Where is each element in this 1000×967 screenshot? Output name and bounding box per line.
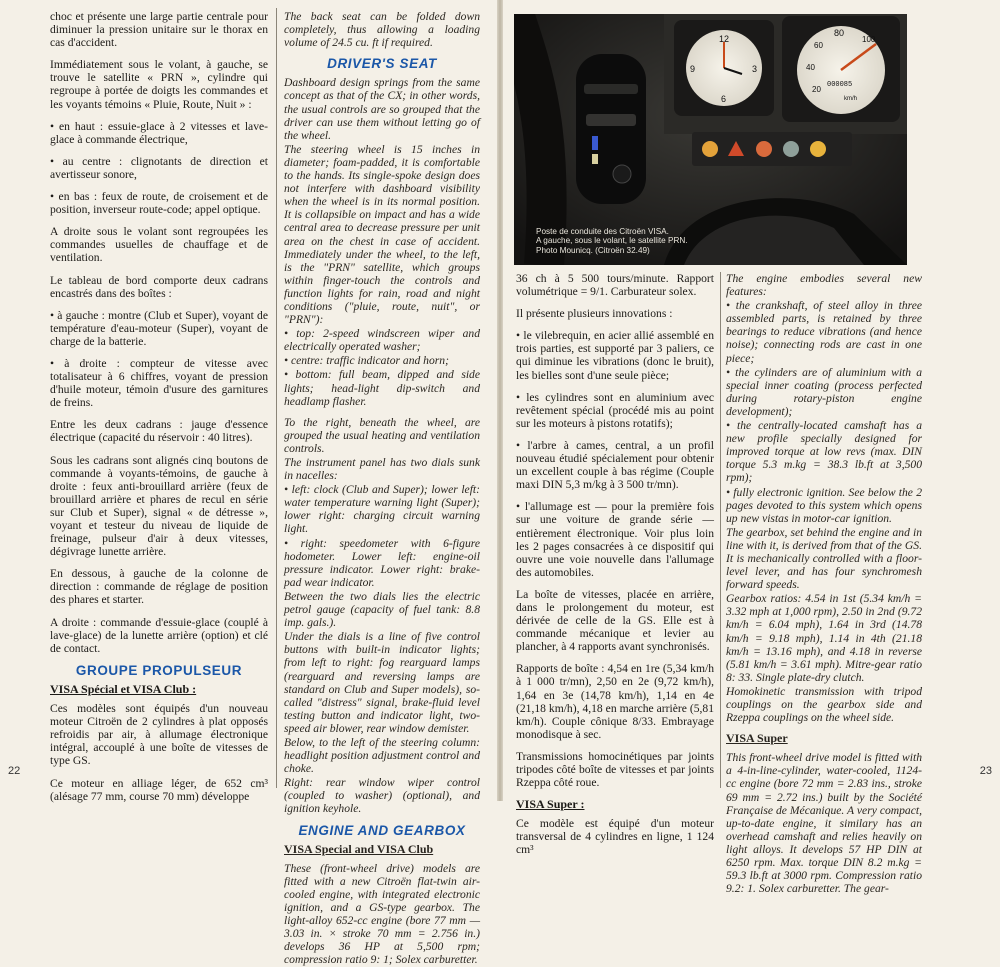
right-page (500, 0, 1000, 896)
paragraph: • right: speedometer with 6-figure hodometer. Lower left: engine-oil pressure indicator. Lower right: brake-pad wear indicator. (284, 536, 480, 589)
left-english-column (284, 10, 480, 967)
paragraph: • au centre : clignotants de direction et avertisseur sonore, (50, 154, 268, 181)
paragraph: A droite : commande d'essuie-glace (couplé à lave-glace) de la lunette arrière (option) et clé de contact. (50, 615, 268, 655)
paragraph: • à gauche : montre (Club et Super), voyant de température d'eau-moteur (Super), voyant de charge de la batterie. (50, 308, 268, 348)
clock-label-12: 12 (719, 34, 730, 44)
paragraph: Between the two dials lies the electric petrol gauge (capacity of fuel tank: 8.8 imp. gals.). (284, 589, 480, 630)
section-subheading: VISA Special and VISA Club (284, 841, 434, 856)
control-button-row (692, 132, 852, 166)
paragraph: En dessous, à gauche de la colonne de direction : commande de réglage de position des phares et starter. (50, 567, 268, 607)
paragraph: The steering wheel is 15 inches in diameter; foam-padded, it is comfortable to the hands. Its single-spoke design does not interfere with dashboard visibility when the wheel is in its normal position. It is collapsible on impact and has a wide central area to decrease pressure per unit area on the chest in case of accident. Immediately under the wheel, to the left, is the "PRN" satellite, which groups within finger-touch the controls and function lights for rain, road and night conditions ("pluie, route, nuit", or "PRN"): (284, 142, 480, 327)
odometer-readout: 000085 (827, 81, 853, 89)
paragraph: Il présente plusieurs innovations : (516, 307, 673, 321)
paragraph: The back seat can be folded down completely, thus allowing a loading volume of 24.5 cu. ft if required. (284, 10, 480, 50)
caption-line: Photo Mounicq. (Citroën 32.49) (536, 245, 650, 255)
speed-label-60: 60 (814, 41, 823, 50)
paragraph: These (front-wheel drive) models are fitted with a new Citroën flat-twin air-cooled engine, with integrated electronic ignition, and a GS-type gearbox. The light-alloy 652-cc engine (bore 77 mm — 3.03 in. × stroke 70 mm = 2.756 in.) develops 36 HP at 5,500 rpm; compression ratio 9: 1; Solex carburetter. (284, 861, 480, 967)
paragraph: • the cylinders are of aluminium with a special inner coating (process perfected during rotary-piston engine development); (726, 365, 922, 418)
paragraph: • en haut : essuie-glace à 2 vitesses et lave-glace à commande électrique, (50, 119, 268, 146)
column-divider (276, 8, 277, 788)
paragraph: • the centrally-located camshaft has a new profile specially designed for improved torque at low revs (max. DIN torque 5.3 m.kg = 38.3 lb.ft at 3,500 rpm); (726, 419, 922, 485)
paragraph: Transmissions homocinétiques par joints tripodes côté boîte de vitesses et par joints Rzeppa côté roue. (516, 749, 714, 790)
photo-caption (536, 227, 706, 255)
clock-label-9: 9 (690, 64, 696, 74)
speed-label-40: 40 (806, 63, 815, 72)
paragraph: La boîte de vitesses, placée en arrière, dans le prolongement du moteur, est dérivée de celle de la GS. Elle est à commande mécanique et levier au plancher, à 4 rapports avant synchronisés. (516, 587, 714, 654)
paragraph: Sous les cadrans sont alignés cinq boutons de commande à voyants-témoins, de gauche à droite : feux anti-brouillard arrière (feux de brouillard arrière et phares de recul en série sur Club et Super), signal « de détresse », voyant et testeur du niveau de liquide de freinage, pulseur d'air à deux vitesses, dégivrage lunette arrière. (50, 453, 268, 559)
paragraph: • l'allumage est — pour la première fois sur une voiture de grande série — entièrement électronique. Voir plus loin les 2 pages consacrées à ce dispositif qui ouvre une voie nouvelle dans l'allumage des automobiles. (516, 500, 714, 579)
paragraph: The gearbox, set behind the engine and in line with it, is derived from that of the GS. It is mechanically controlled with a floor-level lever, and has four synchromesh forward speeds. (726, 525, 922, 592)
paragraph: Entre les deux cadrans : jauge d'essence électrique (capacité du réservoir : 40 litres). (50, 418, 268, 445)
caption-line: A gauche, sous le volant, le satellite PRN. (536, 236, 688, 246)
speed-label-20: 20 (812, 85, 821, 94)
paragraph: • le vilebrequin, en acier allié assemblé en trois parties, est supporté par 3 paliers, ce qui diminue les vibrations (donc le bruit), les bielles sont d'une seule pièce; (516, 329, 714, 382)
paragraph: • the crankshaft, of steel alloy in three assembled parts, is retained by three bearings to reduce vibrations (and hence noise); connecting rods are cast in one piece; (726, 299, 922, 365)
paragraph: • top: 2-speed windscreen wiper and electrically operated washer; (284, 327, 480, 354)
paragraph: The engine embodies several new features: (726, 272, 922, 299)
paragraph: Right: rear window wiper control (coupled to washer) (optional), and ignition keyhole. (284, 776, 480, 816)
right-english-column (726, 272, 922, 896)
kmh-label: km/h (844, 96, 858, 102)
paragraph: • en bas : feux de route, de croisement et de position, inverseur route-code; appel optique. (50, 190, 268, 217)
paragraph: A droite sous le volant sont regroupées les commandes usuelles de chauffage et de ventilation. (50, 225, 268, 265)
paragraph: Rapports de boîte : 4,54 en 1re (5,34 km/h à 1 000 tr/mn), 2,50 en 2e (9,72 km/h), 1,64 en 3e (14,78 km/h), 1,14 en 4e (21,18 km/h), 4,18 en marche arrière (5,81 km/h). Couple cônique 8/33. Embrayage monodisque à sec. (516, 662, 714, 741)
paragraph: Ce moteur en alliage léger, de 652 cm³ (alésage 77 mm, course 70 mm) développe (50, 776, 268, 803)
paragraph: • l'arbre à cames, central, a un profil nouveau étudié spécialement pour obtenir un excellent couple à bas régime (Couple maxi DIN 5,3 m/kg à 3 500 tr/mn). (516, 438, 714, 492)
section-heading: DRIVER'S SEAT (327, 56, 437, 72)
paragraph: • bottom: full beam, dipped and side lights; head-light dip-switch and headlamp flasher. (284, 368, 480, 408)
section-heading: GROUPE PROPULSEUR (75, 662, 243, 678)
speedometer-gauge (782, 16, 900, 122)
paragraph: Immédiatement sous le volant, à gauche, se trouve le satellite « PRN », cylindre qui regroupe à portée de doigts les commandes et les voyants témoins « Pluie, Route, Nuit » : (50, 58, 268, 111)
paragraph: The instrument panel has two dials sunk in nacelles: (284, 456, 480, 483)
paragraph: • les cylindres sont en aluminium avec revêtement spécial (procédé mis au point sur les moteurs à pistons rotatifs); (516, 390, 714, 430)
paragraph: • centre: traffic indicator and horn; (284, 354, 449, 368)
speed-label-80: 80 (834, 28, 845, 38)
clock-gauge (674, 20, 774, 116)
paragraph: 36 ch à 5 500 tours/minute. Rapport volumétrique = 9/1. Carburateur solex. (516, 272, 714, 299)
paragraph: Homokinetic transmission with tripod couplings on the gearbox side and Rzeppa couplings on the wheel side. (726, 684, 922, 725)
paragraph: Under the dials is a line of five control buttons with built-in indicator lights; from left to right: fog rearguard lamps (rearguard and reversing lamps are standard on Club and Super models), so-called "distress" signal, brake-fluid level testing button and indicator light, two-speed air blower, rear window demister. (284, 630, 480, 735)
prn-satellite (576, 54, 646, 204)
section-heading: ENGINE AND GEARBOX (298, 822, 466, 838)
section-subheading: VISA Spécial et VISA Club : (50, 681, 197, 696)
paragraph: Gearbox ratios: 4.54 in 1st (5.34 km/h = 3.32 mph at 1,000 rpm), 2.50 in 2nd (9.72 km/h = 6.04 mph), 1.64 in 3rd (14.78 km/h = 9.18 mph), 1.14 in 4th (21.18 km/h = 13.16 mph), and 4.18 in reverse (5.81 km/h = 3.61 mph). Mitre-gear ratio 8: 33. Single plate-dry clutch. (726, 592, 922, 684)
section-subheading: VISA Super : (516, 797, 585, 812)
paragraph: To the right, beneath the wheel, are grouped the usual heating and ventilation controls. (284, 415, 480, 455)
section-subheading: VISA Super (726, 731, 788, 746)
right-french-column (516, 272, 714, 866)
paragraph: Le tableau de bord comporte deux cadrans encastrés dans des boîtes : (50, 273, 268, 300)
paragraph: Below, to the left of the steering column: headlight position adjustment control and choke. (284, 735, 480, 776)
left-french-column (50, 10, 268, 812)
paragraph: Dashboard design springs from the same concept as that of the CX; in other words, the usual controls are so grouped that the driver can use them without letting go of the wheel. (284, 76, 480, 142)
paragraph: • à droite : compteur de vitesse avec totalisateur à 6 chiffres, voyant de pression d'huile moteur, témoin d'usure des garnitures de freins. (50, 356, 268, 410)
paragraph: Ces modèles sont équipés d'un nouveau moteur Citroën de 2 cylindres à plat opposés refroidis par air, à allumage électronique intégral, accouplé à une boîte de vitesses de type GS. (50, 702, 268, 768)
paragraph: • fully electronic ignition. See below the 2 pages devoted to this system which opens up new vistas in motor-car ignition. (726, 485, 922, 525)
paragraph: • left: clock (Club and Super); lower left: water temperature warning light (Super); lower right: charging circuit warning light. (284, 483, 480, 536)
dashboard-photo (514, 14, 907, 265)
paragraph: Ce modèle est équipé d'un moteur transversal de 4 cylindres en ligne, 1 124 cm³ (516, 817, 714, 857)
column-divider (720, 272, 721, 788)
paragraph: This front-wheel drive model is fitted with a 4-in-line-cylinder, water-cooled, 1124-cc engine (bore 72 mm = 2.83 ins., stroke 69 mm = 2.72 ins.) built by the Société Française de Mécanique. A very compact, up-to-date engine, it similary has an overhead camshaft and relies heavily on light alloys. It develops 57 HP DIN at 6250 rpm. Max. torque DIN 8.2 m.kg = 59.3 lb.ft at 3000 rpm. Compression ratio 9.2: 1. Solex carburetter. The gear- (726, 751, 922, 896)
clock-label-6: 6 (721, 94, 727, 104)
paragraph: choc et présente une large partie centrale pour diminuer la pression unitaire sur le thorax en cas d'accident. (50, 10, 268, 50)
caption-line: Poste de conduite des Citroën VISA. (536, 227, 669, 236)
page-number: 23 (979, 765, 992, 777)
speed-label-100: 100 (862, 35, 876, 44)
clock-label-3: 3 (752, 64, 758, 74)
page-number: 22 (8, 765, 21, 777)
